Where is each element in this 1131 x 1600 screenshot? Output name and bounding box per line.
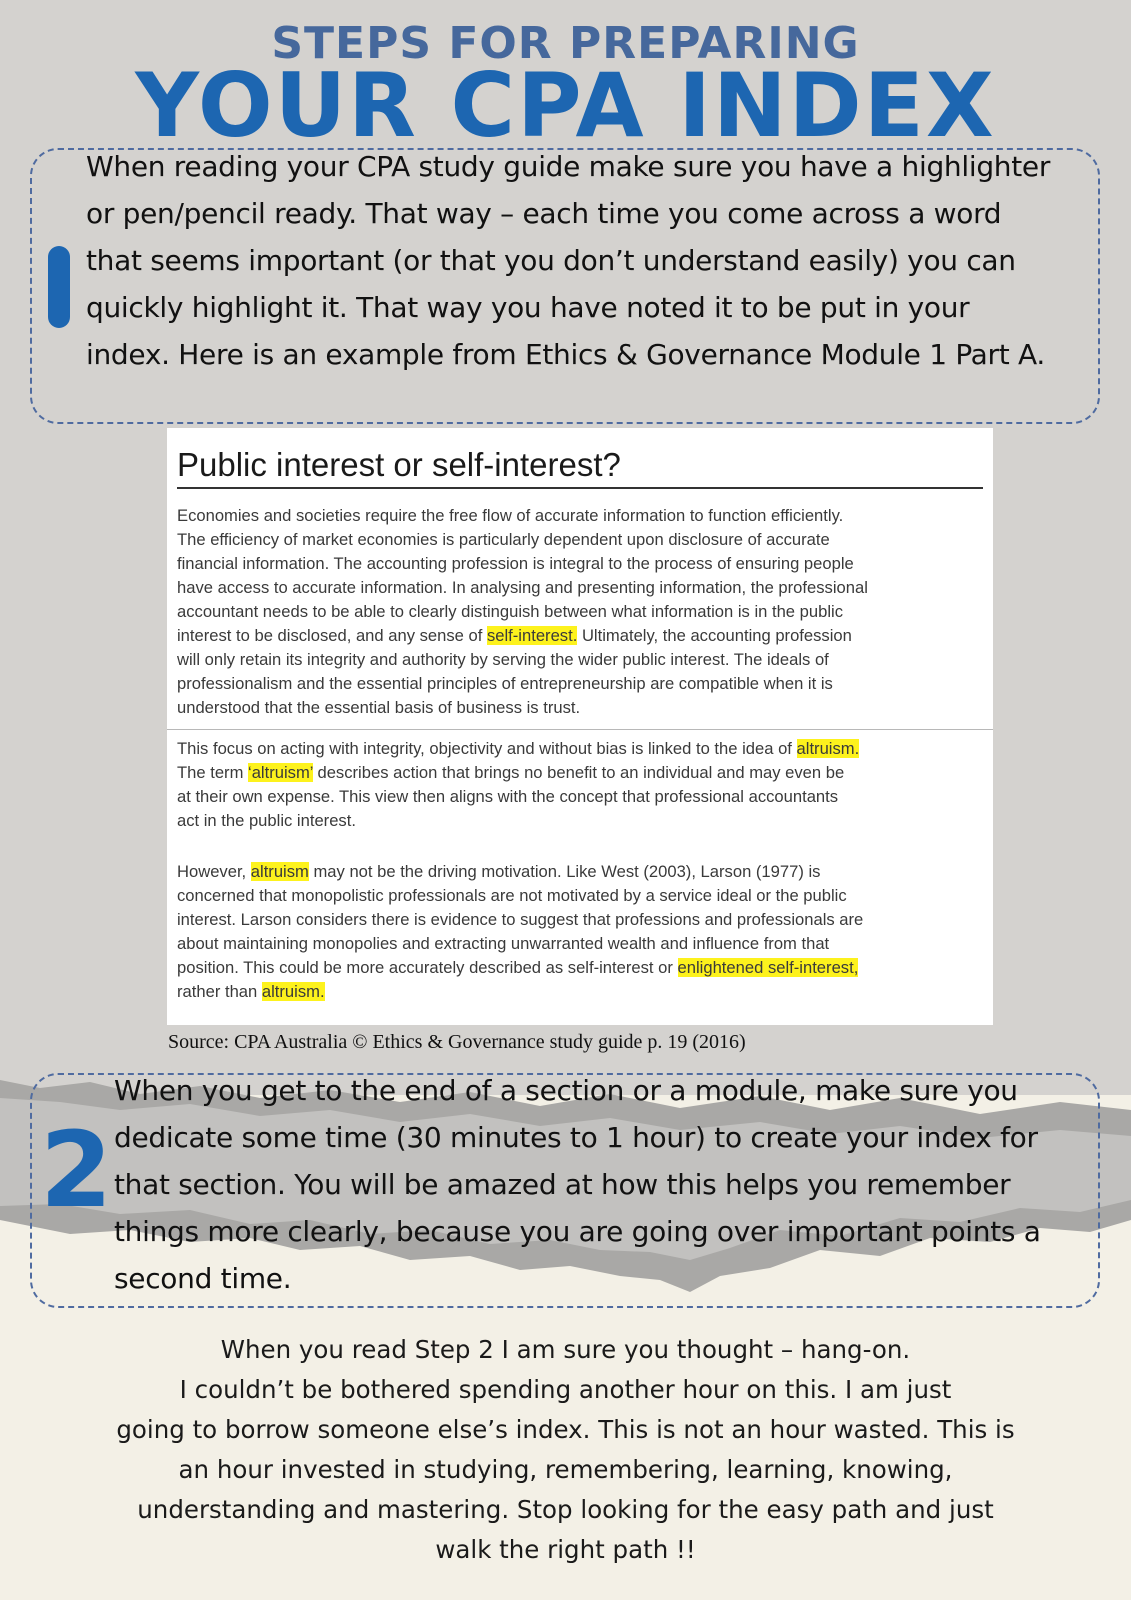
- highlighted-term: ‘altruism’: [248, 763, 313, 782]
- step-2-number: 2: [40, 1109, 113, 1231]
- excerpt-line: understood that the essential basis of business is trust.: [177, 698, 581, 717]
- highlighted-term: altruism.: [796, 739, 860, 758]
- excerpt-line: financial information. The accounting profession is integral to the process of ensuring people: [177, 554, 854, 573]
- closing-line: going to borrow someone else’s index. This is not an hour wasted. This is: [116, 1415, 1015, 1444]
- excerpt-text: describes action that brings no benefit to an individual and may even be: [312, 763, 845, 782]
- highlighted-term: altruism.: [261, 982, 325, 1001]
- closing-line: walk the right path !!: [435, 1535, 696, 1564]
- step-2-box: [30, 1073, 1100, 1308]
- excerpt-paragraph-3: [177, 860, 983, 1004]
- excerpt-line: about maintaining monopolies and extracting unwarranted wealth and influence from that: [177, 934, 830, 953]
- excerpt-line: concerned that monopolistic professionals are not motivated by a service ideal or the public: [177, 886, 847, 905]
- header-title: YOUR CPA INDEX: [135, 54, 996, 157]
- step-2-line: that section. You will be amazed at how this helps you remember: [114, 1168, 1011, 1201]
- step-1-number: [48, 246, 70, 328]
- excerpt-line: The efficiency of market economies is particularly dependent upon disclosure of accurate: [177, 530, 830, 549]
- excerpt-line: [177, 980, 983, 1004]
- excerpt-text: This focus on acting with integrity, objectivity and without bias is linked to the idea of: [177, 739, 797, 758]
- step-1-line: or pen/pencil ready. That way – each time you come across a word: [86, 197, 1002, 230]
- excerpt-text: position. This could be more accurately described as self-interest or: [177, 958, 678, 977]
- excerpt-line: have access to accurate information. In analysing and presenting information, the professional: [177, 578, 868, 597]
- step-2-line: dedicate some time (30 minutes to 1 hour) to create your index for: [114, 1121, 1038, 1154]
- step-2-line: second time.: [114, 1262, 292, 1295]
- excerpt-paragraph-1: [177, 504, 983, 720]
- excerpt-text: interest to be disclosed, and any sense of: [177, 626, 487, 645]
- excerpt-text: Ultimately, the accounting profession: [577, 626, 852, 645]
- excerpt-line: interest. Larson considers there is evidence to suggest that professions and professionals are: [177, 910, 864, 929]
- step-2-line: When you get to the end of a section or a module, make sure you: [114, 1074, 1018, 1107]
- excerpt-line: will only retain its integrity and authority by serving the wider public interest. The ideals of: [177, 650, 829, 669]
- excerpt-line: [177, 737, 983, 761]
- excerpt-text: However,: [177, 862, 251, 881]
- excerpt-text: The term: [177, 763, 249, 782]
- excerpt-line: act in the public interest.: [177, 811, 356, 830]
- excerpt-text: may not be the driving motivation. Like West (2003), Larson (1977) is: [308, 862, 821, 881]
- highlighted-term: altruism: [250, 862, 309, 881]
- excerpt-title: Public interest or self-interest?: [177, 446, 621, 483]
- header-subtitle: STEPS FOR PREPARING: [271, 18, 860, 69]
- closing-paragraph: [40, 1330, 1091, 1570]
- excerpt-divider: [167, 729, 993, 730]
- excerpt-title-rule: [177, 487, 983, 489]
- excerpt-text: rather than: [177, 982, 262, 1001]
- step-1-line: index. Here is an example from Ethics & Governance Module 1 Part A.: [86, 338, 1045, 371]
- closing-line: understanding and mastering. Stop looking for the easy path and just: [137, 1495, 994, 1524]
- step-1-line: quickly highlight it. That way you have noted it to be put in your: [86, 291, 970, 324]
- excerpt-line: at their own expense. This view then aligns with the concept that professional accountants: [177, 787, 839, 806]
- source-caption: Source: CPA Australia © Ethics & Governance study guide p. 19 (2016): [168, 1031, 746, 1053]
- excerpt-line: professionalism and the essential principles of entrepreneurship are compatible when it is: [177, 674, 833, 693]
- excerpt-line: [177, 956, 983, 980]
- highlighted-term: self-interest.: [486, 626, 578, 645]
- step-1-text: [86, 143, 1086, 378]
- closing-line: When you read Step 2 I am sure you thought – hang-on.: [220, 1335, 911, 1364]
- step-2-line: things more clearly, because you are going over important points a: [114, 1215, 1041, 1248]
- step-1-line: When reading your CPA study guide make sure you have a highlighter: [86, 150, 1051, 183]
- step-1-line: that seems important (or that you don’t understand easily) you can: [86, 244, 1016, 277]
- study-guide-excerpt: [167, 428, 993, 1025]
- excerpt-line: Economies and societies require the free flow of accurate information to function efficiently.: [177, 506, 844, 525]
- excerpt-line: [177, 860, 983, 884]
- excerpt-line: [177, 624, 983, 648]
- closing-line: I couldn’t be bothered spending another hour on this. I am just: [179, 1375, 952, 1404]
- excerpt-line: [177, 761, 983, 785]
- highlighted-term: enlightened self-interest,: [677, 958, 859, 977]
- excerpt-line: accountant needs to be able to clearly distinguish between what information is in the public: [177, 602, 844, 621]
- step-1-box: [30, 148, 1100, 424]
- excerpt-paragraph-2: [177, 737, 983, 833]
- closing-line: an hour invested in studying, remembering, learning, knowing,: [178, 1455, 953, 1484]
- step-2-text: [114, 1067, 1089, 1302]
